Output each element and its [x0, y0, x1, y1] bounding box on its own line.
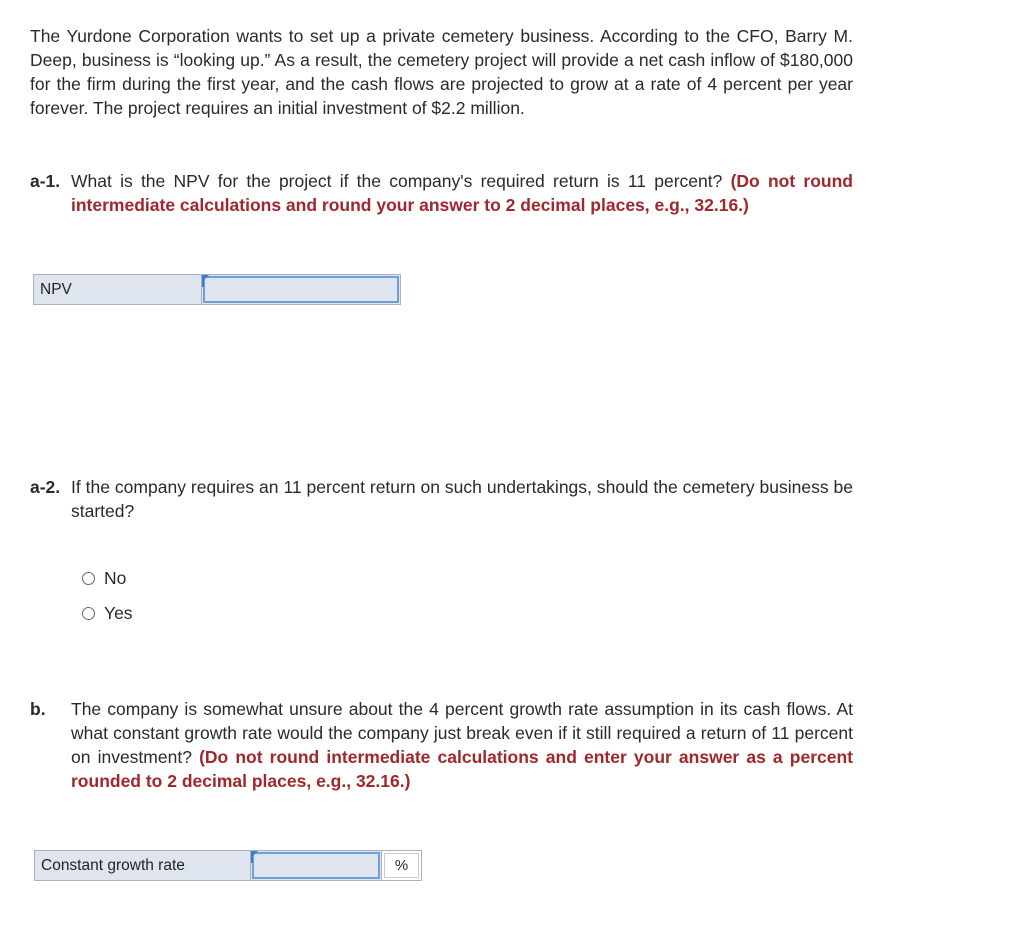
- npv-input-box: [203, 276, 399, 303]
- question-a1-label: a-1.: [30, 171, 61, 191]
- npv-answer-table: [33, 274, 401, 305]
- percent-unit: %: [384, 853, 419, 878]
- radio-option-yes[interactable]: [82, 603, 133, 624]
- question-b: [30, 697, 853, 793]
- radio-button-icon[interactable]: [82, 572, 95, 585]
- growth-rate-input-cell: [251, 851, 382, 881]
- npv-label: NPV: [34, 275, 202, 305]
- growth-rate-input-box: [252, 852, 380, 879]
- question-a2-text: If the company requires an 11 percent return on such undertakings, should the cemetery business be started?: [71, 477, 853, 521]
- npv-input-cell: [202, 275, 401, 305]
- growth-rate-input[interactable]: [254, 854, 378, 877]
- question-b-instruction: (Do not round intermediate calculations and enter your answer as a percent rounded to 2 decimal places, e.g., 32.16.): [71, 747, 853, 791]
- question-a2-label: a-2.: [30, 477, 61, 497]
- question-a2: [30, 475, 853, 523]
- question-b-text: The company is somewhat unsure about the 4 percent growth rate assumption in its cash flows. At what constant growth rate would the company just break even if it still required a return of 11 percent on investment?: [71, 699, 853, 767]
- radio-button-icon[interactable]: [82, 607, 95, 620]
- question-b-label: b.: [30, 699, 46, 719]
- radio-option-no[interactable]: [82, 568, 126, 589]
- growth-rate-label: Constant growth rate: [35, 851, 251, 881]
- npv-input[interactable]: [205, 278, 397, 301]
- question-a1-text: What is the NPV for the project if the company's required return is 11 percent?: [71, 171, 723, 191]
- question-a1-instruction: (Do not round intermediate calculations and round your answer to 2 decimal places, e.g., 32.16.): [71, 171, 853, 215]
- percent-unit-cell: [382, 851, 422, 881]
- flag-marker-icon: [251, 851, 258, 858]
- growth-rate-answer-table: [34, 850, 422, 881]
- flag-marker-icon: [202, 275, 209, 282]
- question-a1: [30, 169, 853, 217]
- radio-option-yes-label: Yes: [104, 603, 133, 623]
- problem-statement: The Yurdone Corporation wants to set up a private cemetery business. According to the CFO, Barry M. Deep, business is “looking up.” As a result, the cemetery project will provide a net cash inflow of $180,000 for the firm during the first year, and the cash flows are projected to grow at a rate of 4 percent per year forever. The project requires an initial investment of $2.2 million.: [30, 26, 853, 118]
- radio-option-no-label: No: [104, 568, 127, 588]
